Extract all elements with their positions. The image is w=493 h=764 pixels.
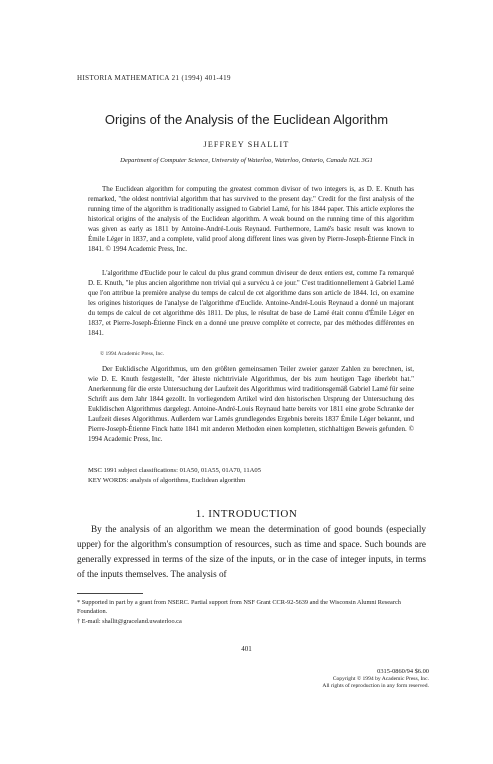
- journal-citation: HISTORIA MATHEMATICA 21 (1994) 401-419: [77, 74, 231, 82]
- abstract-english-text: The Euclidean algorithm for computing the greatest common divisor of two integers is, as D. E. Knuth has remarked, "the oldest nontrivial algorithm that has survived to the present day." Credit for the first analysis of the running time of the algorithm is traditionally assigned to Gabriel Lamé, for his 1844 paper. This article explores the historical origins of the analysis of the Euclidean algorithm. A weak bound on the running time of this algorithm was given as early as 1811 by Antoine-André-Louis Reynaud. Furthermore, Lamé's basic result was known to Émile Léger in 1837, and a complete, valid proof along different lines was given by Pierre-Joseph-Étienne Finck in 1841. © 1994 Academic Press, Inc.: [88, 185, 414, 253]
- abstract-french: [88, 268, 414, 338]
- issn-code: 0315-0860/94 $6.00: [377, 668, 429, 675]
- page-number: 401: [241, 645, 252, 653]
- abstract-german-text: Der Euklidische Algorithmus, um den größten gemeinsamen Teiler zweier ganzer Zahlen zu berechnen, ist, wie D. E. Knuth festgestellt, "der älteste nichttriviale Algorithmus, der bis zum heutigen Tage überlebt hat." Anerkennung für die erste Untersuchung der Laufzeit des Algorithmus wird traditionsgemäß Gabriel Lamé für seine Schrift aus dem Jahr 1844 gezollt. In vorliegendem Artikel wird den historischen Ursprung der Untersuchung des Euklidischen Algorithmus dargelegt. Antoine-André-Louis Reynaud hatte bereits vor 1811 eine grobe Schranke der Laufzeit dieses Algorithmus. Außerdem war Lamés grundlegendes Ergebnis bereits 1837 Émile Léger bekannt, und Pierre-Joseph-Étienne Finck hatte 1841 mit anderen Methoden einen kompletten, stichhaltigen Beweis gefunden. © 1994 Academic Press, Inc.: [88, 365, 414, 443]
- paper-title: Origins of the Analysis of the Euclidean Algorithm: [104, 112, 389, 127]
- footnote-funding: * Supported in part by a grant from NSERC. Partial support from NSF Grant CCR-92-5639 and the Wisconsin Alumni Research Foundation.: [77, 599, 401, 615]
- copyright-line: Copyright © 1994 by Academic Press, Inc.: [332, 675, 429, 682]
- publisher-info: [256, 668, 429, 691]
- author-name: JEFFREY SHALLIT: [203, 140, 290, 149]
- abstract-french-copyright: © 1994 Academic Press, Inc.: [100, 351, 165, 357]
- author-affiliation: Department of Computer Science, University of Waterloo, Waterloo, Ontario, Canada N2L 3G1: [120, 157, 373, 164]
- footnote-rule: [77, 593, 143, 594]
- abstract-english: [88, 184, 414, 254]
- section-heading: 1. INTRODUCTION: [195, 508, 298, 520]
- rights-line: All rights of reproduction in any form reserved.: [322, 683, 429, 689]
- abstract-german: [88, 364, 414, 444]
- abstract-french-text: L'algorithme d'Euclide pour le calcul du plus grand commun diviseur de deux entiers est, comme l'a remarqué D. E. Knuth, "le plus ancien algorithme non trivial qui a survécu à ce jour." C'est traditionnellement à Gabriel Lamé que l'on attribue la première analyse du temps de calcul de cet algorithme dans son article de 1844. Ici, on examine les origines historiques de l'analyse de l'algorithme d'Euclide. Antoine-André-Louis Reynaud a donné un majorant du temps de calcul de cet algorithme dès 1811. De plus, le résultat de base de Lamé était connu d'Émile Léger en 1837, et Pierre-Joseph-Étienne Finck en a donné une preuve complète et correcte, par des méthodes différentes en 1841.: [88, 269, 414, 337]
- footnote-email: † E-mail: shallit@graceland.uwaterloo.ca: [77, 618, 182, 625]
- key-words: KEY WORDS: analysis of algorithms, Euclidean algorithm: [88, 477, 246, 484]
- msc-classification: MSC 1991 subject classifications: 01A50, 01A55, 01A70, 11A05: [88, 467, 262, 474]
- intro-paragraph: By the analysis of an algorithm we mean the determination of good bounds (especially upper) for the algorithm's consumption of resources, such as time and space. Such bounds are generally expressed in terms of the size of the inputs, or in the case of integer inputs, in terms of the inputs themselves. The analysis of: [77, 524, 426, 579]
